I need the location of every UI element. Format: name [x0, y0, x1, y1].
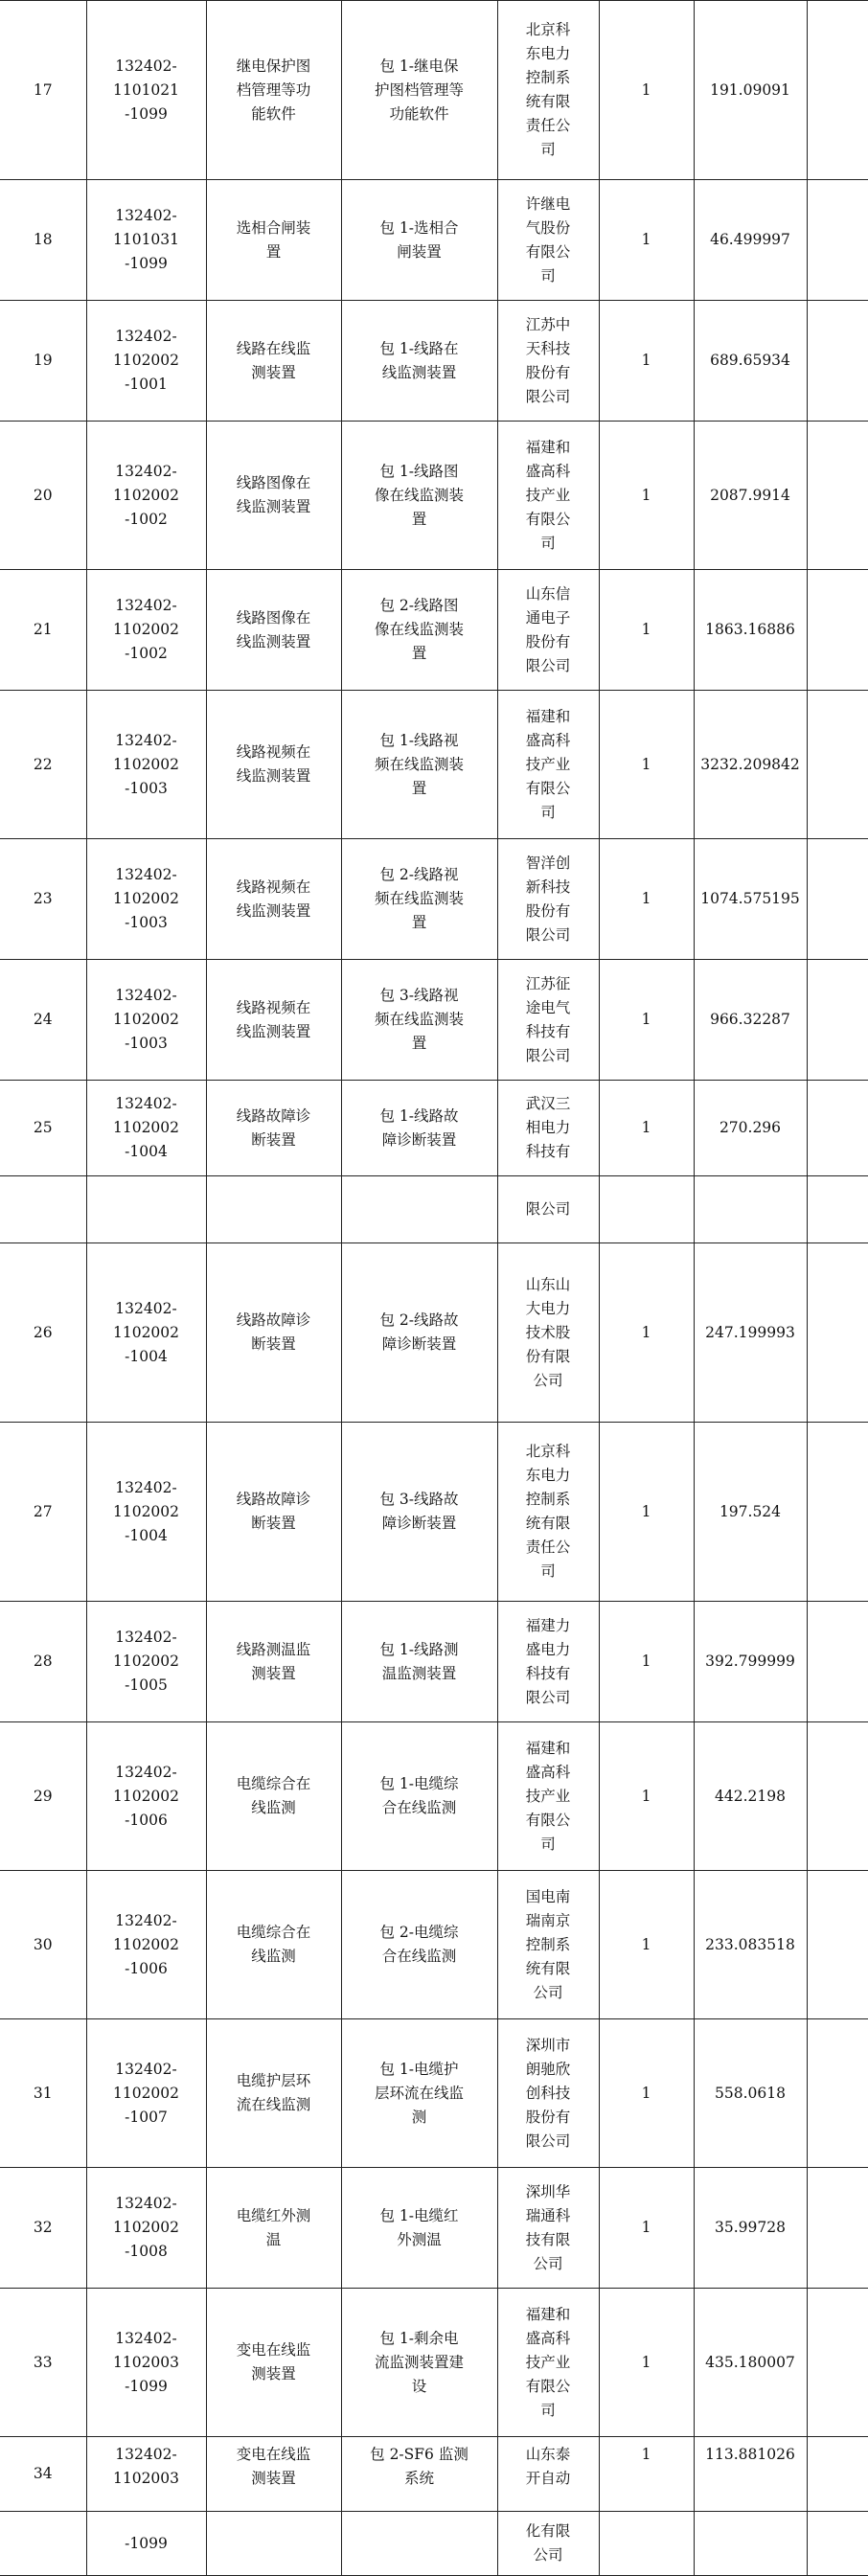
remark-cell — [807, 2437, 868, 2512]
item-name-cell: 线路故障诊 断装置 — [206, 1423, 341, 1602]
remark-cell — [807, 1602, 868, 1722]
quantity-cell: 1 — [599, 301, 694, 422]
row-number-cell: 23 — [0, 839, 86, 960]
amount-cell: 966.32287 — [694, 960, 807, 1081]
package-name-cell: 包 1-选相合 闸装置 — [341, 180, 497, 301]
row-number-cell — [0, 1176, 86, 1243]
supplier-name-cell: 福建和 盛高科 技产业 有限公 司 — [497, 422, 599, 570]
amount-cell: 1863.16886 — [694, 570, 807, 691]
item-code-cell: 132402- 1102002 -1003 — [86, 960, 206, 1081]
quantity-cell: 1 — [599, 1722, 694, 1871]
remark-cell — [807, 691, 868, 839]
table-row — [0, 1602, 868, 1722]
item-code-cell: 132402- 1102002 -1004 — [86, 1081, 206, 1176]
amount-cell: 435.180007 — [694, 2289, 807, 2437]
item-name-cell: 电缆红外测 温 — [206, 2168, 341, 2289]
package-name-cell: 包 1-线路故 障诊断装置 — [341, 1081, 497, 1176]
quantity-cell: 1 — [599, 2168, 694, 2289]
table-row — [0, 2289, 868, 2437]
supplier-name-cell: 福建和 盛高科 技产业 有限公 司 — [497, 1722, 599, 1871]
item-name-cell — [206, 1176, 341, 1243]
quantity-cell — [599, 2512, 694, 2576]
table-row — [0, 960, 868, 1081]
package-name-cell: 包 2-SF6 监测 系统 — [341, 2437, 497, 2512]
item-code-cell: 132402- 1102002 -1003 — [86, 691, 206, 839]
package-name-cell: 包 1-电缆红 外测温 — [341, 2168, 497, 2289]
quantity-cell: 1 — [599, 422, 694, 570]
item-code-cell: 132402- 1102003 -1099 — [86, 2289, 206, 2437]
package-name-cell: 包 2-线路故 障诊断装置 — [341, 1243, 497, 1423]
item-name-cell: 变电在线监 测装置 — [206, 2437, 341, 2512]
remark-cell — [807, 1243, 868, 1423]
table-row — [0, 422, 868, 570]
item-code-cell: 132402- 1102003 — [86, 2437, 206, 2512]
quantity-cell — [599, 1176, 694, 1243]
amount-cell: 197.524 — [694, 1423, 807, 1602]
amount-cell: 392.799999 — [694, 1602, 807, 1722]
quantity-cell: 1 — [599, 960, 694, 1081]
table-row — [0, 2512, 868, 2576]
table-row — [0, 1081, 868, 1176]
item-code-cell: 132402- 1102002 -1007 — [86, 2019, 206, 2168]
supplier-name-cell: 深圳华 瑞通科 技有限 公司 — [497, 2168, 599, 2289]
quantity-cell: 1 — [599, 1, 694, 180]
amount-cell: 46.499997 — [694, 180, 807, 301]
row-number-cell: 30 — [0, 1871, 86, 2019]
row-number-cell — [0, 2512, 86, 2576]
quantity-cell: 1 — [599, 839, 694, 960]
row-number-cell: 22 — [0, 691, 86, 839]
item-name-cell: 电缆综合在 线监测 — [206, 1722, 341, 1871]
supplier-name-cell: 北京科 东电力 控制系 统有限 责任公 司 — [497, 1, 599, 180]
item-code-cell: 132402- 1101031 -1099 — [86, 180, 206, 301]
package-name-cell: 包 3-线路故 障诊断装置 — [341, 1423, 497, 1602]
quantity-cell: 1 — [599, 180, 694, 301]
amount-cell: 3232.209842 — [694, 691, 807, 839]
row-number-cell: 28 — [0, 1602, 86, 1722]
supplier-name-cell: 许继电 气股份 有限公 司 — [497, 180, 599, 301]
remark-cell — [807, 2289, 868, 2437]
table-row — [0, 1871, 868, 2019]
supplier-name-cell: 限公司 — [497, 1176, 599, 1243]
row-number-cell: 27 — [0, 1423, 86, 1602]
row-number-cell: 31 — [0, 2019, 86, 2168]
item-code-cell: 132402- 1102002 -1002 — [86, 422, 206, 570]
supplier-name-cell: 深圳市 朗驰欣 创科技 股份有 限公司 — [497, 2019, 599, 2168]
table-row — [0, 839, 868, 960]
remark-cell — [807, 1, 868, 180]
amount-cell: 1074.575195 — [694, 839, 807, 960]
quantity-cell: 1 — [599, 691, 694, 839]
item-code-cell: 132402- 1102002 -1006 — [86, 1871, 206, 2019]
row-number-cell: 17 — [0, 1, 86, 180]
row-number-cell: 34 — [0, 2437, 86, 2512]
row-number-cell: 18 — [0, 180, 86, 301]
item-name-cell: 线路视频在 线监测装置 — [206, 960, 341, 1081]
item-name-cell: 线路在线监 测装置 — [206, 301, 341, 422]
item-code-cell: 132402- 1102002 -1004 — [86, 1243, 206, 1423]
remark-cell — [807, 2168, 868, 2289]
quantity-cell: 1 — [599, 1243, 694, 1423]
item-name-cell — [206, 2512, 341, 2576]
amount-cell — [694, 2512, 807, 2576]
remark-cell — [807, 570, 868, 691]
supplier-name-cell: 山东信 通电子 股份有 限公司 — [497, 570, 599, 691]
item-code-cell: 132402- 1102002 -1004 — [86, 1423, 206, 1602]
amount-cell: 270.296 — [694, 1081, 807, 1176]
row-number-cell: 24 — [0, 960, 86, 1081]
remark-cell — [807, 1423, 868, 1602]
row-number-cell: 20 — [0, 422, 86, 570]
table-row — [0, 1, 868, 180]
quantity-cell: 1 — [599, 1081, 694, 1176]
row-number-cell: 32 — [0, 2168, 86, 2289]
remark-cell — [807, 301, 868, 422]
package-name-cell: 包 1-电缆护 层环流在线监 测 — [341, 2019, 497, 2168]
quantity-cell: 1 — [599, 1423, 694, 1602]
package-name-cell: 包 2-电缆综 合在线监测 — [341, 1871, 497, 2019]
quantity-cell: 1 — [599, 1602, 694, 1722]
row-number-cell: 19 — [0, 301, 86, 422]
item-code-cell: 132402- 1102002 -1002 — [86, 570, 206, 691]
quantity-cell: 1 — [599, 2019, 694, 2168]
supplier-name-cell: 福建力 盛电力 科技有 限公司 — [497, 1602, 599, 1722]
item-name-cell: 线路故障诊 断装置 — [206, 1243, 341, 1423]
amount-cell: 113.881026 — [694, 2437, 807, 2512]
supplier-name-cell: 国电南 瑞南京 控制系 统有限 公司 — [497, 1871, 599, 2019]
remark-cell — [807, 1081, 868, 1176]
remark-cell — [807, 180, 868, 301]
package-name-cell: 包 1-电缆综 合在线监测 — [341, 1722, 497, 1871]
package-name-cell: 包 1-继电保 护图档管理等 功能软件 — [341, 1, 497, 180]
row-number-cell: 29 — [0, 1722, 86, 1871]
item-name-cell: 变电在线监 测装置 — [206, 2289, 341, 2437]
item-name-cell: 继电保护图 档管理等功 能软件 — [206, 1, 341, 180]
row-number-cell: 26 — [0, 1243, 86, 1423]
package-name-cell — [341, 2512, 497, 2576]
item-code-cell: 132402- 1102002 -1005 — [86, 1602, 206, 1722]
table-row — [0, 1423, 868, 1602]
remark-cell — [807, 2512, 868, 2576]
item-name-cell: 线路测温监 测装置 — [206, 1602, 341, 1722]
row-number-cell: 25 — [0, 1081, 86, 1176]
quantity-cell: 1 — [599, 2437, 694, 2512]
row-number-cell: 33 — [0, 2289, 86, 2437]
table-row — [0, 2168, 868, 2289]
amount-cell: 247.199993 — [694, 1243, 807, 1423]
amount-cell: 442.2198 — [694, 1722, 807, 1871]
amount-cell: 233.083518 — [694, 1871, 807, 2019]
supplier-name-cell: 福建和 盛高科 技产业 有限公 司 — [497, 2289, 599, 2437]
remark-cell — [807, 839, 868, 960]
item-name-cell: 线路视频在 线监测装置 — [206, 839, 341, 960]
supplier-name-cell: 智洋创 新科技 股份有 限公司 — [497, 839, 599, 960]
item-code-cell: 132402- 1102002 -1003 — [86, 839, 206, 960]
remark-cell — [807, 1176, 868, 1243]
package-name-cell: 包 1-线路图 像在线监测装 置 — [341, 422, 497, 570]
amount-cell: 2087.9914 — [694, 422, 807, 570]
package-name-cell — [341, 1176, 497, 1243]
item-code-cell: 132402- 1102002 -1001 — [86, 301, 206, 422]
table-row — [0, 1176, 868, 1243]
package-name-cell: 包 3-线路视 频在线监测装 置 — [341, 960, 497, 1081]
item-code-cell: 132402- 1102002 -1008 — [86, 2168, 206, 2289]
supplier-name-cell: 山东泰 开自动 — [497, 2437, 599, 2512]
amount-cell: 35.99728 — [694, 2168, 807, 2289]
table-row — [0, 180, 868, 301]
amount-cell — [694, 1176, 807, 1243]
amount-cell: 191.09091 — [694, 1, 807, 180]
table-row — [0, 570, 868, 691]
remark-cell — [807, 1871, 868, 2019]
supplier-name-cell: 武汉三 相电力 科技有 — [497, 1081, 599, 1176]
quantity-cell: 1 — [599, 570, 694, 691]
item-code-cell: -1099 — [86, 2512, 206, 2576]
item-code-cell: 132402- 1101021 -1099 — [86, 1, 206, 180]
amount-cell: 558.0618 — [694, 2019, 807, 2168]
item-name-cell: 线路故障诊 断装置 — [206, 1081, 341, 1176]
supplier-name-cell: 江苏征 途电气 科技有 限公司 — [497, 960, 599, 1081]
supplier-name-cell: 北京科 东电力 控制系 统有限 责任公 司 — [497, 1423, 599, 1602]
remark-cell — [807, 960, 868, 1081]
item-code-cell: 132402- 1102002 -1006 — [86, 1722, 206, 1871]
table-row — [0, 1243, 868, 1423]
remark-cell — [807, 422, 868, 570]
item-name-cell: 线路图像在 线监测装置 — [206, 570, 341, 691]
package-name-cell: 包 2-线路视 频在线监测装 置 — [341, 839, 497, 960]
quantity-cell: 1 — [599, 2289, 694, 2437]
supplier-name-cell: 江苏中 天科技 股份有 限公司 — [497, 301, 599, 422]
item-name-cell: 电缆护层环 流在线监测 — [206, 2019, 341, 2168]
package-name-cell: 包 1-线路在 线监测装置 — [341, 301, 497, 422]
package-name-cell: 包 2-线路图 像在线监测装 置 — [341, 570, 497, 691]
package-name-cell: 包 1-线路视 频在线监测装 置 — [341, 691, 497, 839]
supplier-name-cell: 化有限 公司 — [497, 2512, 599, 2576]
table-row — [0, 691, 868, 839]
supplier-name-cell: 山东山 大电力 技术股 份有限 公司 — [497, 1243, 599, 1423]
remark-cell — [807, 1722, 868, 1871]
package-name-cell: 包 1-线路测 温监测装置 — [341, 1602, 497, 1722]
item-name-cell: 电缆综合在 线监测 — [206, 1871, 341, 2019]
item-name-cell: 线路图像在 线监测装置 — [206, 422, 341, 570]
table-row — [0, 301, 868, 422]
table-row — [0, 2437, 868, 2512]
item-name-cell: 选相合闸装 置 — [206, 180, 341, 301]
item-name-cell: 线路视频在 线监测装置 — [206, 691, 341, 839]
amount-cell: 689.65934 — [694, 301, 807, 422]
quantity-cell: 1 — [599, 1871, 694, 2019]
supplier-name-cell: 福建和 盛高科 技产业 有限公 司 — [497, 691, 599, 839]
row-number-cell: 21 — [0, 570, 86, 691]
item-code-cell — [86, 1176, 206, 1243]
remark-cell — [807, 2019, 868, 2168]
table-row — [0, 1722, 868, 1871]
package-name-cell: 包 1-剩余电 流监测装置建 设 — [341, 2289, 497, 2437]
table-row — [0, 2019, 868, 2168]
